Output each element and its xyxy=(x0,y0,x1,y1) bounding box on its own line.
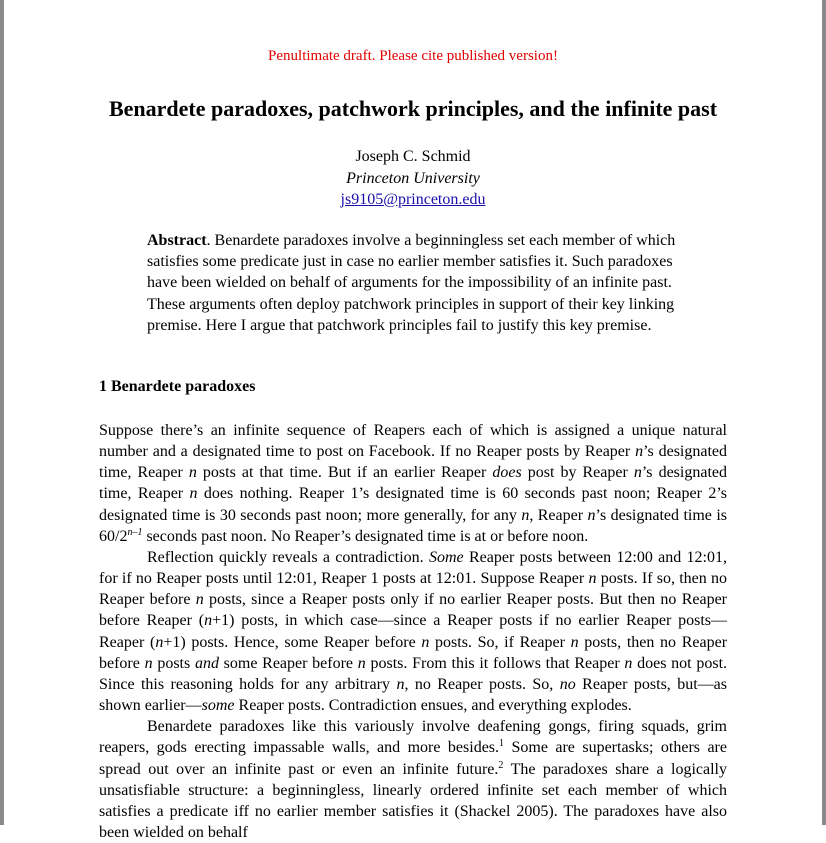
paragraph-3: Benardete paradoxes like this variously involve deafening gongs, firing squads, grim reapers, gods erecting impassable walls, and more besides.$^1$ Some are supertasks; others are spread out over an infinite past or even an infinite future.$^2$ The paradoxes share a logically unsatisfiable structure: a beginningless, linearly ordered infinite set each member of which satisfies a predicate iff no earlier member satisfies it (Shackel 2005). The paradoxes have also been wielded on behalf xyxy=(99,718,727,841)
paragraph-1: Suppose there’s an infinite sequence of Reapers each of which is assigned a unique natural number and a designated time to post on Facebook. If no Reaper posts by Reaper n’s designated time, Reaper n posts at that time. But if an earlier Reaper does post by Reaper n’s designated time, Reaper n does nothing. Reaper 1’s designated time is 60 seconds past noon; Reaper 2’s designated time is 30 seconds past noon; more generally, for any n, Reaper n’s designated time is 60/2$^{n-1}$ seconds past noon. No Reaper’s designated time is at or before noon. xyxy=(99,422,728,545)
draft-notice: Penultimate draft. Please cite published version! xyxy=(268,48,558,64)
footnote-ref-2[interactable]: 2 xyxy=(498,759,504,771)
paragraph-2: Reflection quickly reveals a contradiction. Some Reaper posts between 12:00 and 12:01, for if no Reaper posts until 12:01, Reaper 1 posts at 12:01. Suppose Reaper n posts. If so, then no Reaper before n posts, since a Reaper posts only if no earlier Reaper posts. But then no Reaper before Reaper (n+1) posts, in which case—since a Reaper posts if no earlier Reaper posts—Reaper (n+1) posts. Hence, some Reaper before n posts. So, if Reaper n posts, then no Reaper before n posts and some Reaper before n posts. From this it follows that Reaper n does not post. Since this reasoning holds for any arbitrary n, no Reaper posts. So, no Reaper posts, but—as shown earlier—some Reaper posts. Contradiction ensues, and everything explodes. xyxy=(99,548,728,715)
abstract-text: . Benardete paradoxes involve a beginningless set each member of which satisfies some predicate just in case no earlier member satisfies it. Such paradoxes have been wielded on behalf of arguments for the impossibility of an infinite past. These arguments often deploy patchwork principles in support of their key linking premise. Here I argue that patchwork principles fail to justify this key premise. xyxy=(147,232,676,334)
author-block xyxy=(4,146,822,211)
author-affiliation: Princeton University xyxy=(346,169,480,187)
author-name: Joseph C. Schmid xyxy=(355,148,471,165)
pdf-page xyxy=(4,0,822,841)
paper-title: Benardete paradoxes, patchwork principles, and the infinite past xyxy=(108,96,718,121)
abstract-label: Abstract xyxy=(147,232,207,249)
viewer-frame-right xyxy=(822,0,826,825)
author-email-link[interactable]: js9105@princeton.edu xyxy=(340,191,486,208)
footnote-ref-1[interactable]: 1 xyxy=(499,738,505,750)
body-text xyxy=(99,420,727,843)
abstract xyxy=(147,230,687,336)
section-heading: 1 Benardete paradoxes xyxy=(99,378,256,395)
